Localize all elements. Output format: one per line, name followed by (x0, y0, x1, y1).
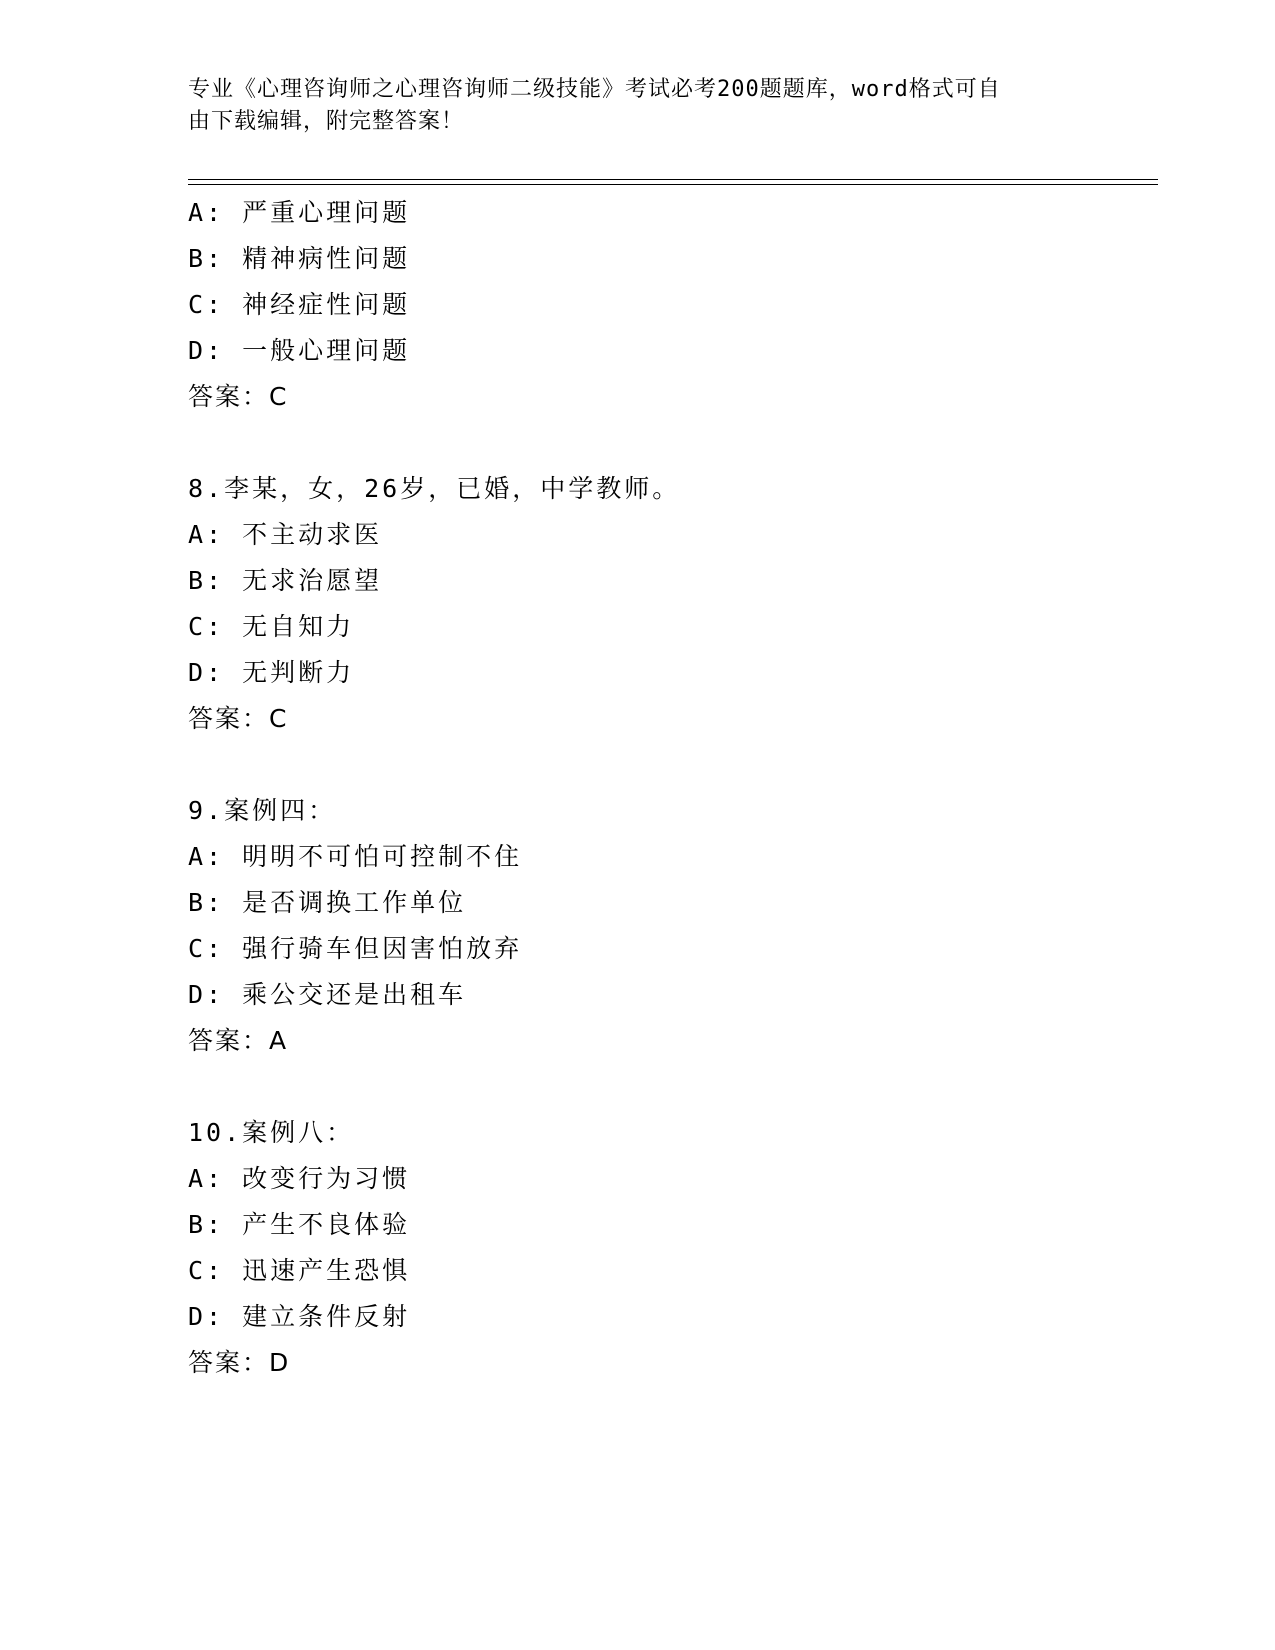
question-block (188, 1110, 1148, 1386)
option-a: A: 不主动求医 (188, 520, 383, 549)
option-d: D: 无判断力 (188, 658, 355, 687)
answer: 答案：D (188, 1348, 291, 1377)
option-b: B: 是否调换工作单位 (188, 888, 467, 917)
option-d: D: 乘公交还是出租车 (188, 980, 467, 1009)
option-c: C: 迅速产生恐惧 (188, 1256, 411, 1285)
answer: 答案：C (188, 382, 289, 411)
option-b: B: 产生不良体验 (188, 1210, 411, 1239)
answer: 答案：A (188, 1026, 289, 1055)
option-d: D: 一般心理问题 (188, 336, 411, 365)
block-spacer (188, 1064, 1148, 1110)
header-line-1: 专业《心理咨询师之心理咨询师二级技能》考试必考200题题库，word格式可自 (188, 77, 1001, 102)
block-spacer (188, 742, 1148, 788)
option-d: D: 建立条件反射 (188, 1302, 411, 1331)
document-header (188, 74, 1088, 138)
option-b: B: 无求治愿望 (188, 566, 383, 595)
question-text: 9.案例四： (188, 796, 337, 825)
option-a: A: 明明不可怕可控制不住 (188, 842, 523, 871)
option-c: C: 强行骑车但因害怕放弃 (188, 934, 523, 963)
header-divider-top (188, 179, 1158, 180)
header-line-2: 由下载编辑，附完整答案！ (188, 109, 465, 134)
option-c: C: 神经症性问题 (188, 290, 411, 319)
question-text: 10.案例八： (188, 1118, 355, 1147)
option-b: B: 精神病性问题 (188, 244, 411, 273)
option-a: A: 严重心理问题 (188, 198, 411, 227)
question-block (188, 788, 1148, 1064)
question-text: 8.李某，女，26岁，已婚，中学教师。 (188, 474, 681, 503)
option-c: C: 无自知力 (188, 612, 355, 641)
option-a: A: 改变行为习惯 (188, 1164, 411, 1193)
question-block (188, 466, 1148, 742)
header-divider-bottom (188, 184, 1158, 185)
answer: 答案：C (188, 704, 289, 733)
question-block (188, 190, 1148, 420)
question-list (188, 190, 1148, 1386)
block-spacer (188, 420, 1148, 466)
